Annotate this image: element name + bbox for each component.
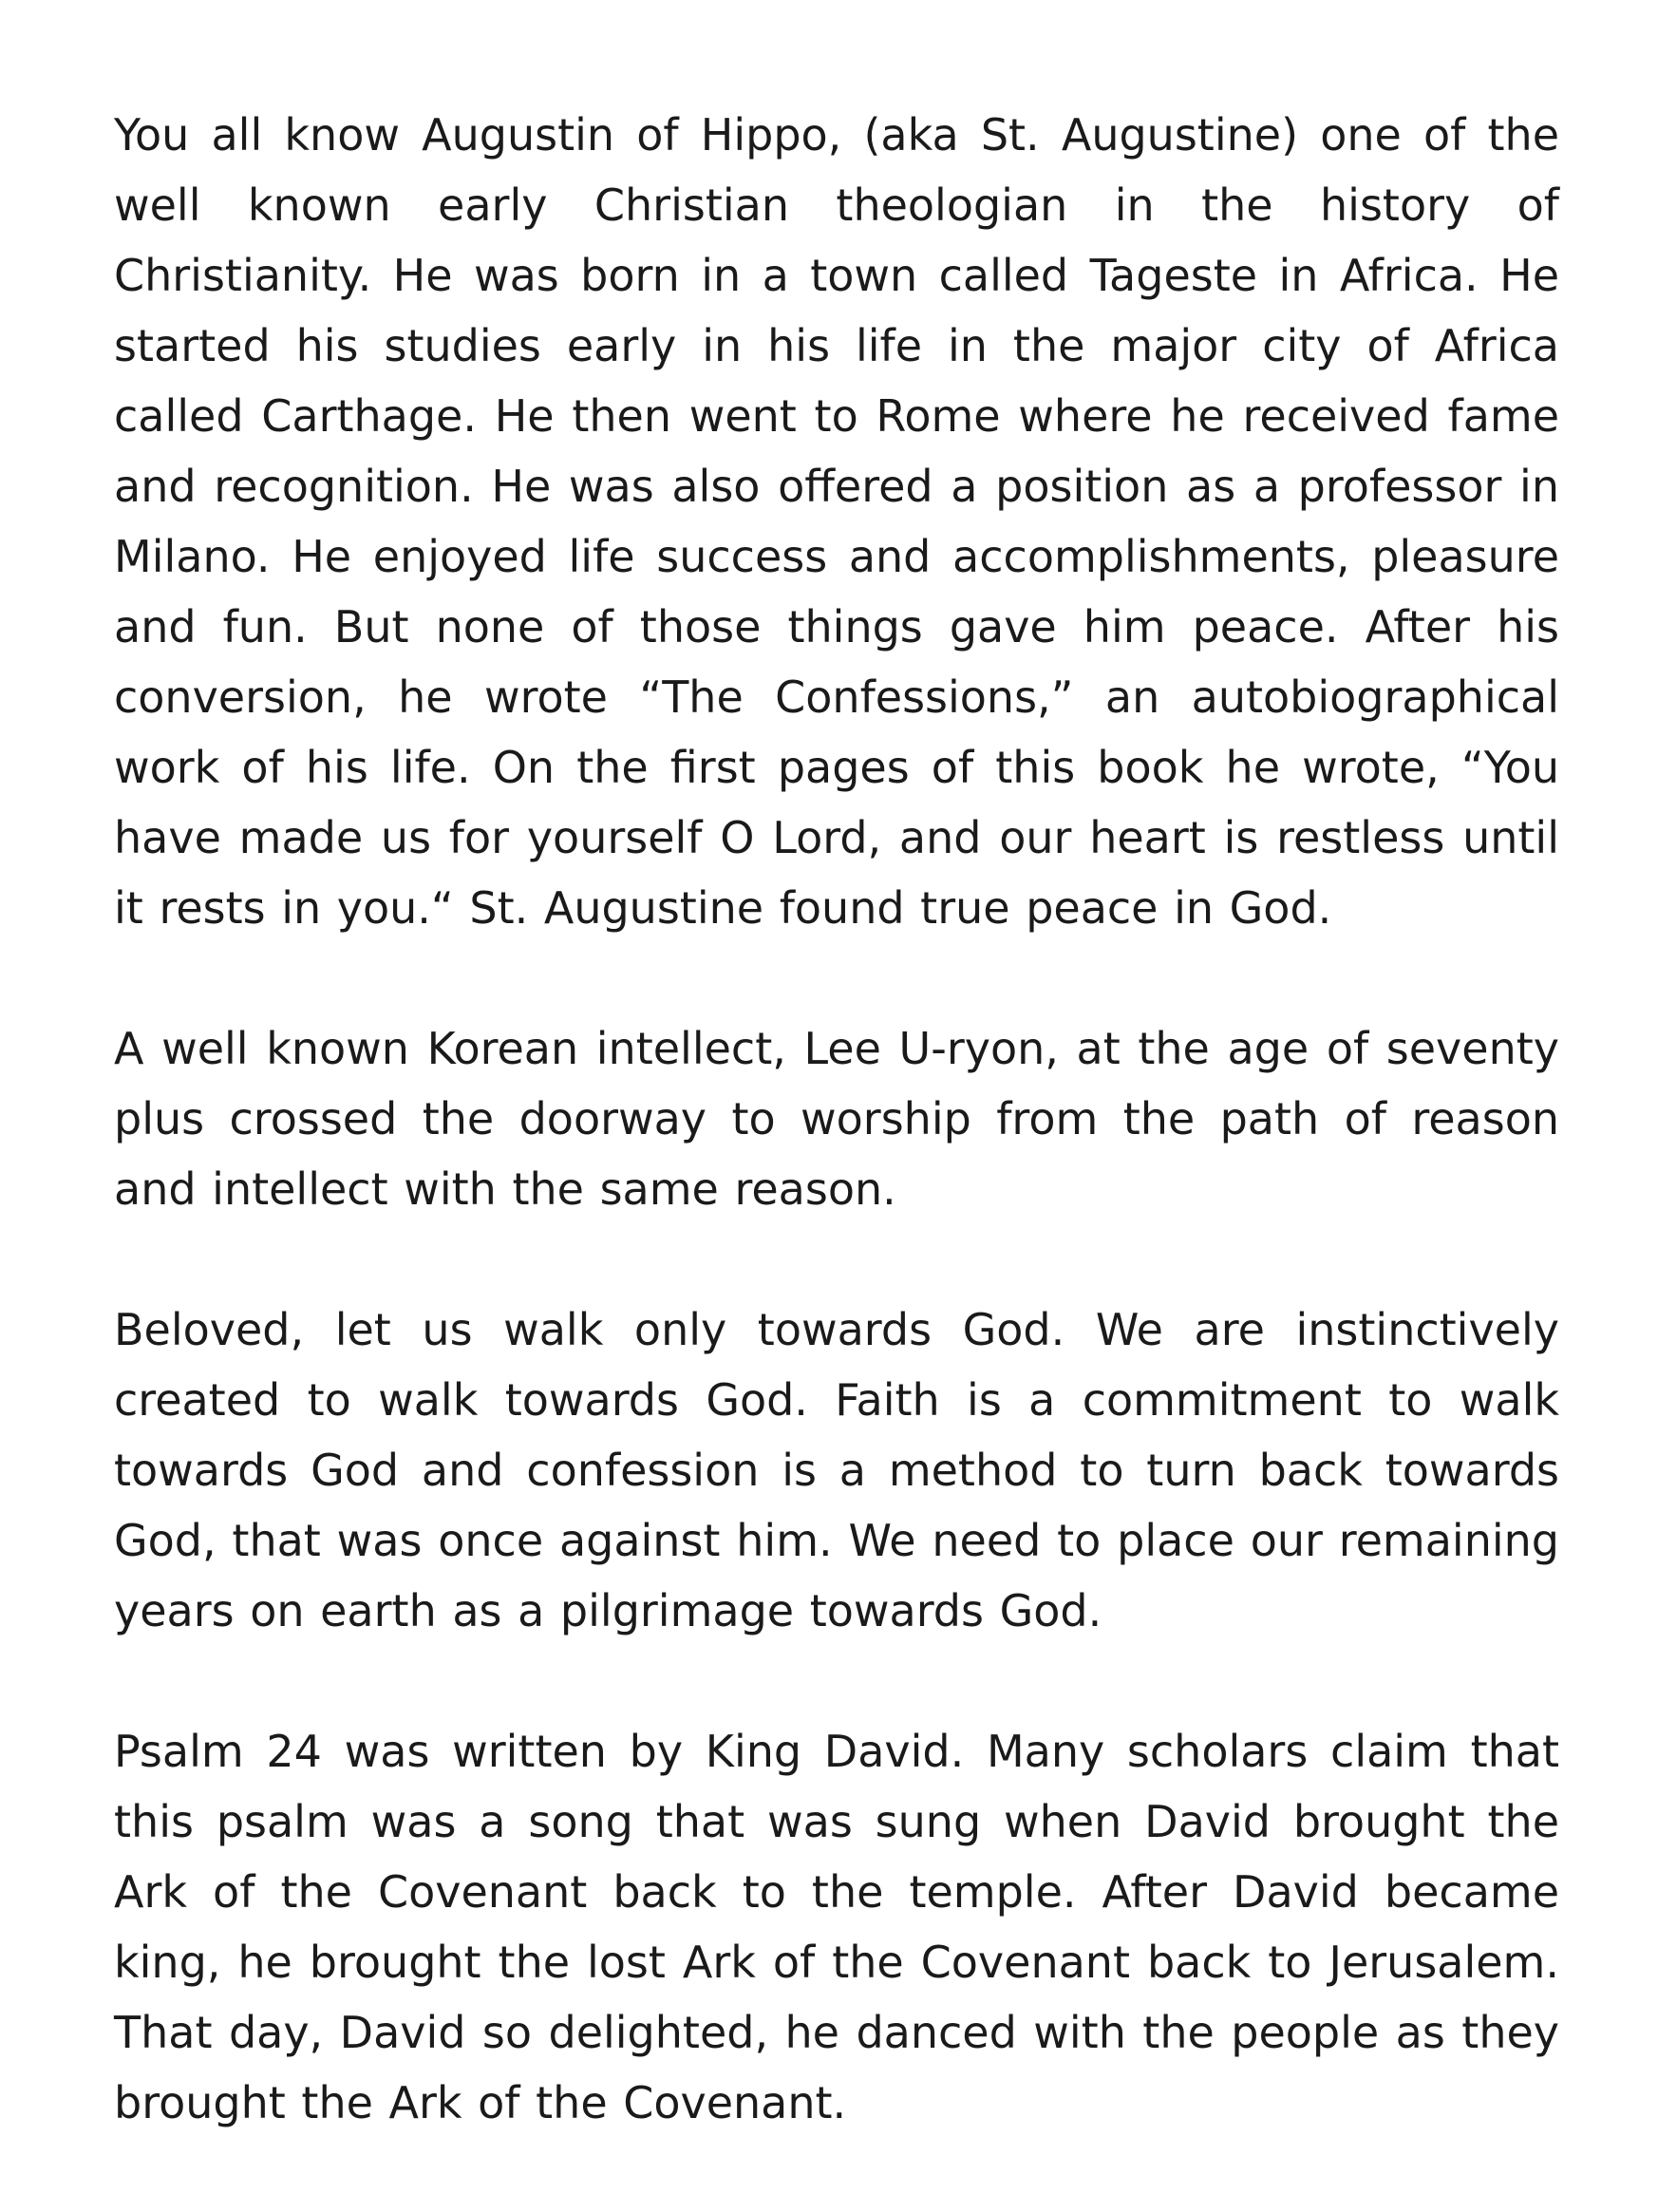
paragraph-lee-u-ryon: A well known Korean intellect, Lee U-ryon, at the age of seventy plus crossed the doorway to worship from the path of reason and intellect with the same reason. [114,1023,1559,1215]
document-page [114,100,1559,2138]
paragraph-psalm-24: Psalm 24 was written by King David. Many scholars claim that this psalm was a song that was sung when David brought the Ark of the Covenant back to the temple. After David became king, he brought the lost Ark of the Covenant back to Jerusalem. That day, David so delighted, he danced with the people as they brought the Ark of the Covenant. [114,1726,1559,2128]
paragraph-walk-towards-god: Beloved, let us walk only towards God. We are instinctively created to walk towards God. Faith is a commitment to walk towards God and confession is a method to turn back towards God, that was once against him. We need to place our remaining years on earth as a pilgrimage towards God. [114,1304,1559,1636]
paragraph-augustine: You all know Augustin of Hippo, (aka St. Augustine) one of the well known early Christian theologian in the history of Christianity. He was born in a town called Tageste in Africa. He started his studies early in his life in the major city of Africa called Carthage. He then went to Rome where he received fame and recognition. He was also offered a position as a professor in Milano. He enjoyed life success and accomplishments, pleasure and fun. But none of those things gave him peace. After his conversion, he wrote “The Confessions,” an autobiographical work of his life. On the first pages of this book he wrote, “You have made us for yourself O Lord, and our heart is restless until it rests in you.“ St. Augustine found true peace in God. [114,109,1559,934]
